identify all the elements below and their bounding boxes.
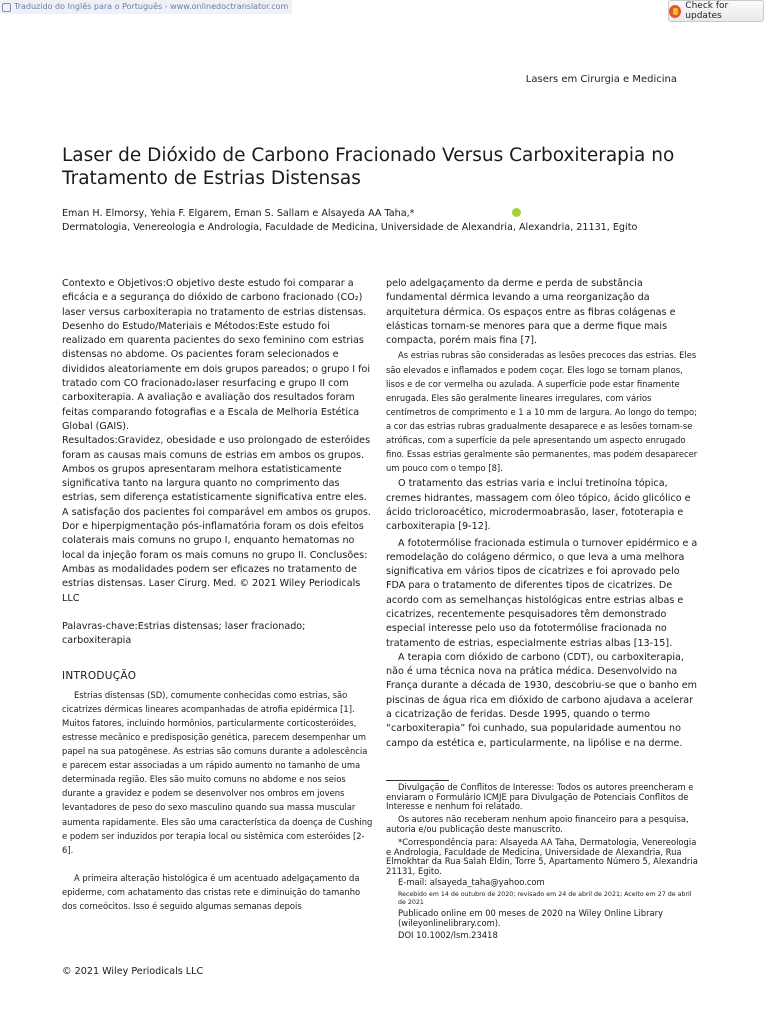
journal-name: Lasers em Cirurgia e Medicina	[525, 74, 677, 85]
copyright-footer: © 2021 Wiley Periodicals LLC	[62, 966, 204, 977]
left-column	[62, 277, 375, 913]
keywords: Palavras-chave:Estrias distensas; laser fracionado; carboxiterapia	[62, 620, 306, 647]
body-paragraph-4: A fototermólise fracionada estimula o turnover epidérmico e a remodelação do colágeno dérmico, o que leva a uma melhora significativa em vários tipos de cicatrizes e foi aprovado pelo FDA para o tratamento de diferentes tipos de cicatrizes. De acordo com as semelhanças histológicas entre estrias albas e cicatrizes, recentemente pesquisadores têm demonstrado especial interesse pelo uso da fototermólise fracionada no tratamento de estrias, especialmente estrias albas [13-15].	[386, 537, 698, 649]
body-paragraph-5: A terapia com dióxido de carbono (CDT), ou carboxiterapia, não é uma técnica nova na prática médica. Desenvolvido na França durante a década de 1930, descobriu-se que o banho em piscinas de água rica em dióxido de carbono ajudava a acelerar a cicatrização de feridas. Desde 1995, quando o termo “carboxiterapia” foi cunhado, sua popularidade aumentou no campo da estética e, particularmente, na lipólise e na derme.	[386, 651, 698, 749]
intro-paragraph-1: Estrias distensas (SD), comumente conhecidas como estrias, são cicatrizes dérmicas lineares acompanhadas de atrofia epidérmica [1]. Muitos fatores, incluindo hormônios, particularmente corticosteróides, estresse mecânico e predisposição genética, parecem desempenhar um papel na sua patogênese. As estrias são comuns durante a adolescência e parecem estar associadas a um rápido aumento no tamanho de uma determinada região. Eles são muito comuns no abdome e nos seios durante a gravidez e podem se desenvolver nos ombros em jovens levantadores de peso do sexo masculino quando sua massa muscular aumenta rapidamente. Eles são uma característica da doença de Cushing e podem ser induzidos por terapia local ou sistêmica com esteróides [2-6].	[62, 689, 373, 855]
footnote-doi[interactable]: DOI 10.1002/lsm.23418	[398, 930, 498, 940]
check-for-updates-button[interactable]	[668, 0, 764, 22]
article-title: Laser de Dióxido de Carbono Fracionado Versus Carboxiterapia no Tratamento de Estrias Distensas	[62, 145, 675, 189]
affiliation: Dermatologia, Venereologia e Andrologia, Faculdade de Medicina, Universidade de Alexandria, Alexandria, 21131, Egito	[62, 222, 638, 233]
translation-banner-text: Traduzido do Inglês para o Português - www.onlinedoctranslator.com	[14, 2, 289, 11]
author-line	[62, 207, 521, 221]
orcid-icon[interactable]	[512, 208, 521, 217]
translate-icon	[2, 3, 11, 12]
check-for-updates-label: Check for updates	[685, 1, 729, 21]
abstract-background: Contexto e Objetivos:O objetivo deste estudo foi comparar a eficácia e a segurança do dióxido de carbono fracionado (CO₂) laser versus carboxiterapia no tratamento de estrias distensas.	[62, 278, 367, 318]
abstract-results: Resultados:Gravidez, obesidade e uso prolongado de esteróides foram as causas mais comuns de estrias em ambos os grupos. Ambos os grupos apresentaram melhora estatisticamente significativa tanto na largura quanto no comprimento das estrias, sem diferença estatisticamente significativa entre eles. A satisfação dos pacientes foi comparável em ambos os grupos. Dor e hiperpigmentação pós-inflamatória foram os dois efeitos colaterais mais comuns no grupo I, enquanto hematomas no local da injeção foram os mais comuns no grupo II. Conclusões: Ambas as modalidades podem ser eficazes no tratamento de estrias distensas. Laser Cirurg. Med. © 2021 Wiley Periodicals LLC	[62, 435, 371, 604]
intro-paragraph-2: A primeira alteração histológica é um acentuado adelgaçamento da epiderme, com achatamento das cristas rete e diminuição do tamanho dos corneócitos. Isso é seguido algumas semanas depois	[62, 872, 361, 912]
footnote-funding: Os autores não receberam nenhum apoio financeiro para a pesquisa, autoria e/ou publicação deste manuscrito.	[386, 814, 689, 834]
footnote-correspondence: *Correspondência para: Alsayeda AA Taha, Dermatologia, Venereologia e Andrologia, Faculdade de Medicina, Universidade de Alexandria, Rua Elmokhtar da Rua Salah Eldin, Torre 5, Apartamento Número 5, Alexandria 21131, Egito.	[386, 837, 698, 876]
right-column	[386, 277, 698, 751]
translation-banner[interactable]	[0, 0, 292, 14]
body-paragraph-2: As estrias rubras são consideradas as lesões precoces das estrias. Eles são elevados e inflamados e podem coçar. Eles logo se tornam planos, lisos e de cor vermelha ou azulada. A superfície pode estar finamente enrugada. Eles são geralmente lineares irregulares, com vários centímetros de comprimento e 1 a 10 mm de largura. Ao longo do tempo; a cor das estrias rubras gradualmente desaparece e as lesões tornam-se atróficas, com a superfície da pele apresentando um aspecto enrugado fino. Essas estrias geralmente são permanentes, mas podem desaparecer um pouco com o tempo [8].	[386, 350, 698, 474]
footnote-divider	[386, 780, 449, 781]
footnote-conflict: Divulgação de Conflitos de Interesse: Todos os autores preencheram e enviaram o Formulário ICMJE para Divulgação de Potenciais Conflitos de Interesse e nenhum foi relatado.	[386, 782, 694, 812]
footnote-published: Publicado online em 00 meses de 2020 na Wiley Online Library (wileyonlinelibrary.com).	[398, 908, 664, 928]
footnote-email[interactable]: E-mail: alsayeda_taha@yahoo.com	[398, 877, 545, 887]
section-heading-introduction: INTRODUÇÃO	[62, 670, 137, 683]
footnote-received: Recebido em 14 de outubro de 2020; revisado em 24 de abril de 2021; Aceito em 27 de abril de 2021	[398, 891, 692, 907]
authors: Eman H. Elmorsy, Yehia F. Elgarem, Eman S. Sallam e Alsayeda AA Taha,*	[62, 208, 415, 219]
body-paragraph-1: pelo adelgaçamento da derme e perda de substância fundamental dérmica levando a uma reorganização da arquitetura dérmica. Os espaços entre as fibras colágenas e elásticas tornam-se menores para que a derme fique mais compacta, porém mais fina [7].	[386, 278, 676, 347]
body-paragraph-3: O tratamento das estrias varia e inclui tretinoína tópica, cremes hidrantes, massagem com óleo tópico, ácido glicólico e ácido tricloroacético, microdermoabrasão, laser, fototerapia e carboxiterapia [9-12].	[386, 478, 691, 533]
abstract-methods: Desenho do Estudo/Materiais e Métodos:Este estudo foi realizado em quarenta pacientes do sexo feminino com estrias distensas no abdome. Os pacientes foram selecionados e divididos aleatoriamente em dois grupos pareados; o grupo I foi tratado com CO fracionado₂laser resurfacing e grupo II com carboxiterapia. A avaliação e avaliação dos resultados foram feitas comparando fotografias e a Escala de Melhoria Estética Global (GAIS).	[62, 320, 370, 432]
crossmark-icon	[669, 5, 681, 18]
